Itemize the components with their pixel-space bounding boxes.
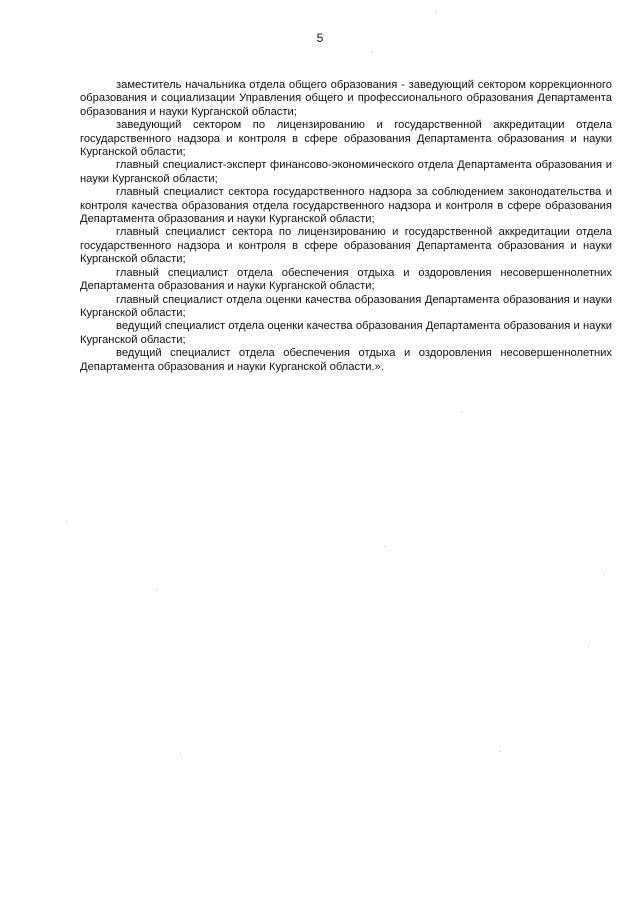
paragraph-8: ведущий специалист отдела оценки качества образования Департамента образования и науки Курганской области; — [80, 320, 612, 346]
scan-speck — [156, 589, 157, 590]
paragraph-2: заведующий сектором по лицензированию и государственной аккредитации отдела государственного надзора и контроля в сфере образования Департамента образования и науки Курганской области; — [80, 119, 612, 159]
paragraph-4: главный специалист сектора государственного надзора за соблюдением законодательства и контроля качества образования отдела государственного надзора и контроля в сфере образования Департамента образования и науки Курганской области; — [80, 186, 612, 226]
document-body — [80, 79, 612, 374]
scan-speck — [180, 753, 181, 754]
scan-speck — [588, 646, 589, 647]
scan-speck — [372, 51, 373, 52]
paragraph-6: главный специалист отдела обеспечения отдыха и оздоровления несовершеннолетних Департамента образования и науки Курганской области; — [80, 266, 612, 293]
scan-speck — [384, 546, 385, 547]
paragraph-9: ведущий специалист отдела обеспечения отдыха и оздоровления несовершеннолетних Департамента образования и науки Курганской области.». — [80, 347, 612, 373]
page-number: 5 — [316, 31, 324, 45]
paragraph-7: главный специалист отдела оценки качества образования Департамента образования и науки Курганской области; — [80, 293, 612, 319]
paragraph-5: главный специалист сектора по лицензированию и государственной аккредитации отдела государственного надзора и контроля в сфере образования Департамента образования и науки Курганской области; — [80, 226, 612, 266]
scan-speck — [499, 751, 500, 752]
paragraph-3: главный специалист-эксперт финансово-экономического отдела Департамента образования и науки Курганской области; — [80, 159, 612, 185]
paragraph-1: заместитель начальника отдела общего образования - заведующий сектором коррекционного образования и социализации Управления общего и профессионального образования Департамента образования и науки Курганской области; — [80, 79, 612, 118]
scan-speck — [461, 412, 462, 413]
scan-speck — [603, 574, 604, 575]
scan-speck — [435, 11, 436, 12]
scan-speck — [66, 521, 67, 522]
